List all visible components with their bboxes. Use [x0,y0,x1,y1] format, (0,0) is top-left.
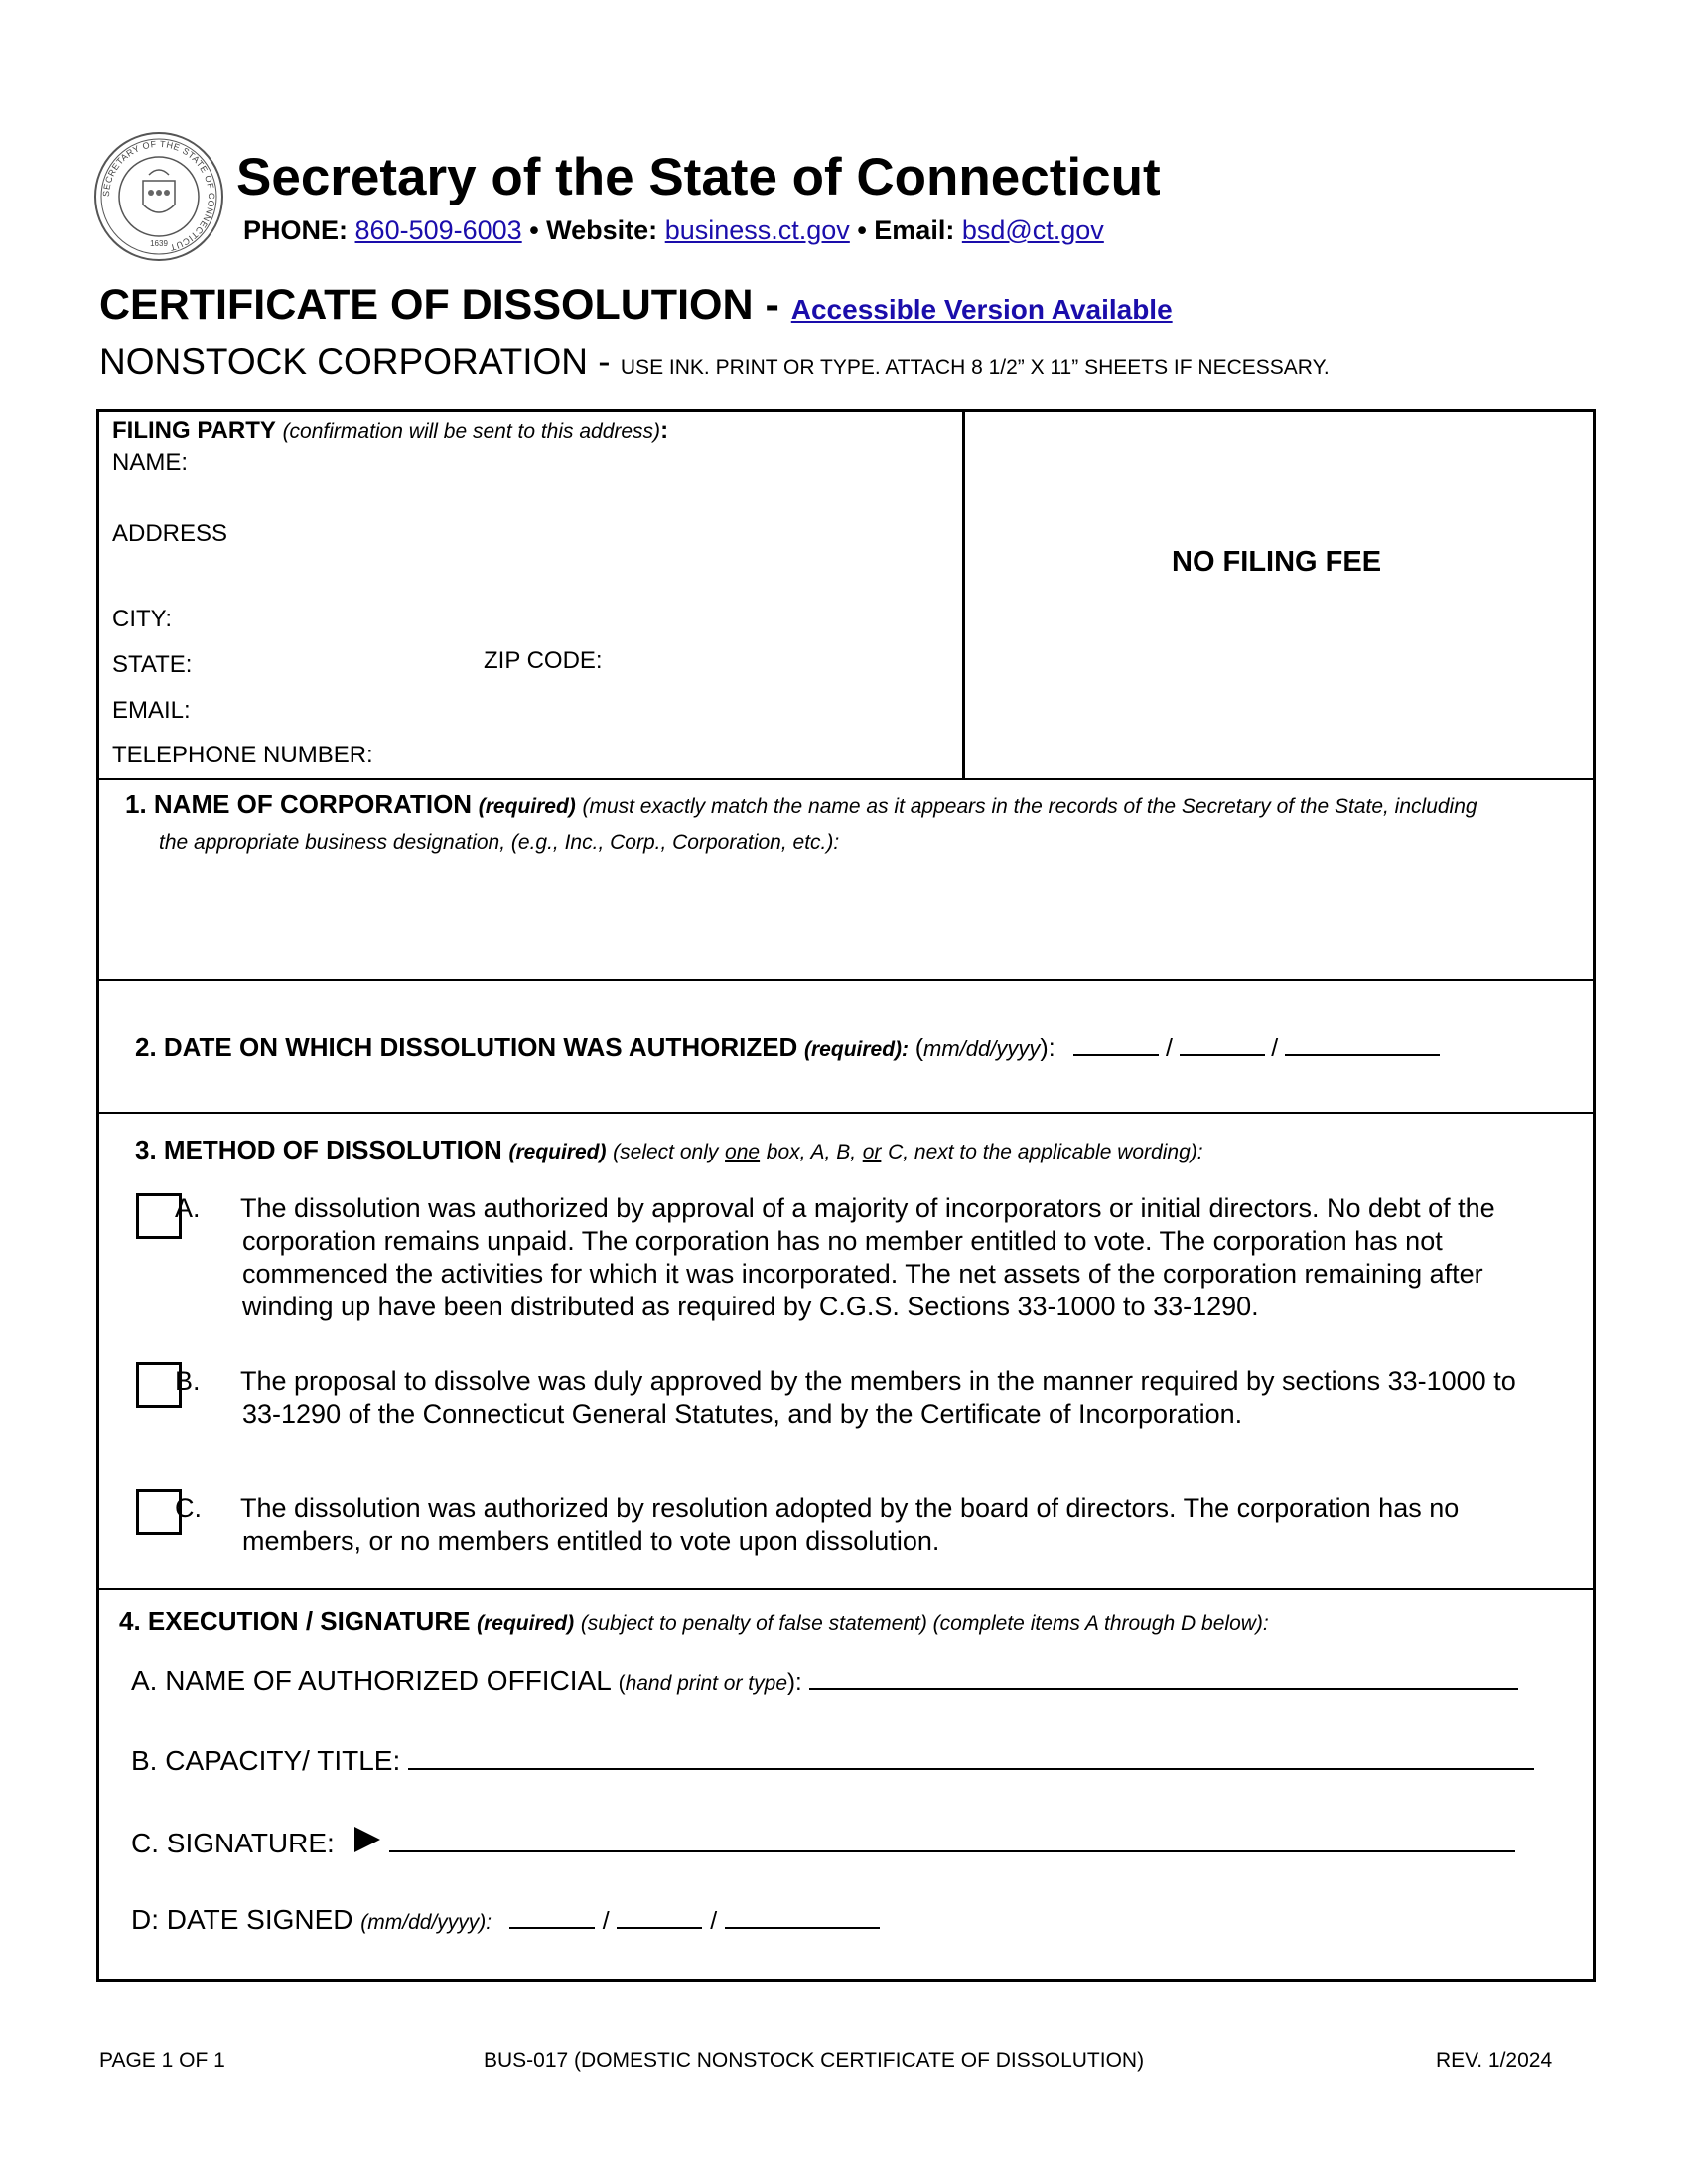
section-4-heading: 4. EXECUTION / SIGNATURE (required) (subject to penalty of false statement) (complete items A through D below): [119,1606,1269,1636]
accessible-version-link[interactable]: Accessible Version Available [790,294,1173,325]
instructions-text: USE INK. PRINT OR TYPE. ATTACH 8 1/2” X 11” SHEETS IF NECESSARY. [620,356,1330,379]
website-link[interactable]: business.ct.gov [664,215,850,245]
capacity-title-field[interactable] [408,1746,1534,1770]
official-name-row: A. NAME OF AUTHORIZED OFFICIAL (hand print or type): [131,1665,1518,1697]
subtitle-text: NONSTOCK CORPORATION - [99,341,611,382]
signed-day-field[interactable] [617,1905,702,1929]
option-a-text: A. The dissolution was authorized by approval of a majority of incorporators or initial directors. No debt of the corporation remains unpaid. The corporation has no member entitled to vote. The corporation has not commenced the activities for which it was incorporated. The net assets of the corporation remaining after winding up have been distributed as required by C.G.S. Sections 33-1000 to 33-1290. [175,1193,1495,1321]
signed-year-field[interactable] [725,1905,880,1929]
auth-day-field[interactable] [1180,1032,1265,1056]
form-id: BUS-017 (DOMESTIC NONSTOCK CERTIFICATE OF DISSOLUTION) [484,2049,1145,2072]
name-label: NAME: [112,449,189,476]
auth-year-field[interactable] [1285,1032,1440,1056]
section-2-heading: 2. DATE ON WHICH DISSOLUTION WAS AUTHORIZED (required): (mm/dd/yyyy): / / [135,1032,1440,1063]
form-title-text: CERTIFICATE OF DISSOLUTION - [99,281,779,329]
email-link[interactable]: bsd@ct.gov [961,215,1104,245]
email-field-label: EMAIL: [112,697,191,724]
signature-field[interactable] [389,1829,1515,1852]
state-seal-icon [93,131,224,262]
date-signed-row: D: DATE SIGNED (mm/dd/yyyy): / / [131,1904,880,1936]
city-label: CITY: [112,606,173,632]
section-divider-2 [96,979,1596,981]
agency-name: Secretary of the State of Connecticut [236,148,1161,206]
form-title [99,281,1173,330]
phone-label: PHONE: [243,215,349,245]
telephone-label: TELEPHONE NUMBER: [112,742,373,768]
section-1-note: the appropriate business designation, (e.g., Inc., Corp., Corporation, etc.): [159,831,840,854]
official-name-field[interactable] [809,1666,1518,1690]
form-subtitle [99,341,1330,383]
signed-month-field[interactable] [509,1905,595,1929]
revision: REV. 1/2024 [1436,2049,1553,2072]
section-divider-1 [96,778,1596,780]
seal-year: 1639 [150,239,168,248]
seal-text: SECRETARY OF THE STATE OF CONNECTICUT [100,138,217,253]
state-label: STATE: [112,651,193,678]
signature-row: C. SIGNATURE: [131,1825,1515,1859]
phone-link[interactable]: 860-509-6003 [354,215,522,245]
filing-party-heading: FILING PARTY (confirmation will be sent to this address): [112,417,669,444]
option-b-text: B. The proposal to dissolve was duly approved by the members in the manner required by sections 33-1000 to 33-1290 of the Connecticut General Statutes, and by the Certificate of Incorporation. [175,1366,1516,1429]
email-label: • Email: [857,215,955,245]
section-3-heading: 3. METHOD OF DISSOLUTION (required) (select only one box, A, B, or C, next to the applicable wording): [135,1135,1203,1164]
page-number: PAGE 1 OF 1 [99,2049,225,2072]
website-label: • Website: [529,215,658,245]
auth-month-field[interactable] [1073,1032,1159,1056]
section-divider-4 [96,1588,1596,1590]
zip-code-label: ZIP CODE: [484,647,603,674]
filing-party-divider [962,409,965,780]
no-filing-fee: NO FILING FEE [1172,546,1382,578]
address-label: ADDRESS [112,520,228,547]
section-1-heading: 1. NAME OF CORPORATION (required) (must exactly match the name as it appears in the records of the Secretary of the State, including [125,789,1477,819]
section-divider-3 [96,1112,1596,1114]
signature-arrow-icon [352,1825,382,1854]
option-c-text: C. The dissolution was authorized by resolution adopted by the board of directors. The corporation has no members, or no members entitled to vote upon dissolution. [175,1493,1460,1556]
contact-line [243,215,1104,246]
capacity-title-row: B. CAPACITY/ TITLE: [131,1745,1534,1777]
